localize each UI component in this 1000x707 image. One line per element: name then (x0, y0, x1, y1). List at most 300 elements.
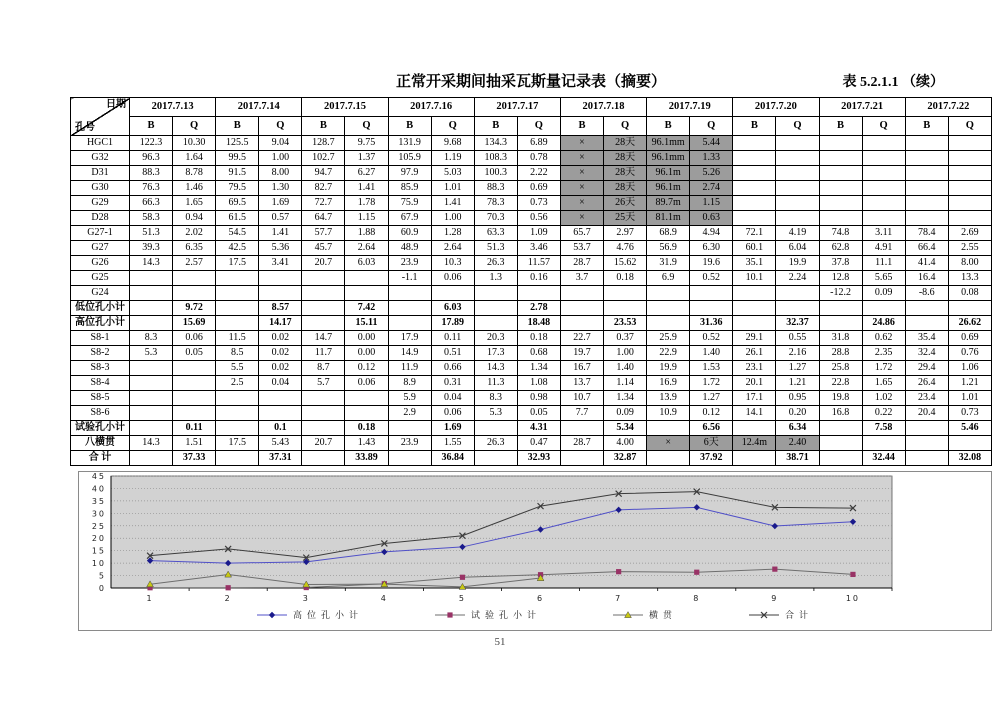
table-row (71, 331, 992, 346)
row-label: 低位孔小计 (71, 301, 130, 316)
table-cell: 65.7 (560, 226, 603, 241)
table-cell: 1.08 (517, 376, 560, 391)
table-cell (819, 151, 862, 166)
table-cell: 1.88 (345, 226, 388, 241)
table-row (71, 226, 992, 241)
table-cell (905, 421, 948, 436)
table-cell: 10.3 (431, 256, 474, 271)
table-cell: 28天 (604, 136, 647, 151)
table-cell: 94.7 (302, 166, 345, 181)
table-cell: 1.72 (862, 361, 905, 376)
table-cell (862, 136, 905, 151)
table-cell: 8.3 (474, 391, 517, 406)
table-cell: 19.8 (819, 391, 862, 406)
table-cell: 1.27 (690, 391, 733, 406)
table-cell: 0.12 (345, 361, 388, 376)
corner-date-label: 日期 (106, 99, 126, 110)
table-cell: 51.3 (130, 226, 173, 241)
table-cell (905, 451, 948, 466)
table-cell: 0.73 (517, 196, 560, 211)
table-cell (216, 391, 259, 406)
table-cell (819, 436, 862, 451)
table-cell: 3.7 (560, 271, 603, 286)
table-cell: 45.7 (302, 241, 345, 256)
table-cell (216, 421, 259, 436)
table-cell: 3.41 (259, 256, 302, 271)
table-cell: 0.69 (948, 331, 991, 346)
table-cell (259, 286, 302, 301)
date-header: 2017.7.20 (733, 98, 819, 117)
table-cell: 19.6 (690, 256, 733, 271)
row-label: HGC1 (71, 136, 130, 151)
table-cell (130, 301, 173, 316)
table-row (71, 271, 992, 286)
table-cell: 5.36 (259, 241, 302, 256)
table-cell (604, 286, 647, 301)
table-cell: 81.1m (647, 211, 690, 226)
bq-header: Q (604, 117, 647, 136)
table-cell (905, 136, 948, 151)
table-cell: 4.91 (862, 241, 905, 256)
table-cell: 5.9 (388, 391, 431, 406)
table-cell: 6.03 (431, 301, 474, 316)
table-cell: 7.58 (862, 421, 905, 436)
bq-header: B (560, 117, 603, 136)
table-cell: 20.3 (474, 331, 517, 346)
table-cell (259, 271, 302, 286)
table-cell (862, 436, 905, 451)
table-cell: 28天 (604, 166, 647, 181)
table-cell: 28.7 (560, 256, 603, 271)
table-cell (948, 181, 991, 196)
table-cell: 29.4 (905, 361, 948, 376)
table-cell: 5.43 (259, 436, 302, 451)
table-cell: 0.06 (431, 271, 474, 286)
table-cell (733, 451, 776, 466)
table-cell: 4.94 (690, 226, 733, 241)
table-cell: 9.72 (173, 301, 216, 316)
square-marker (460, 575, 465, 580)
table-cell (130, 316, 173, 331)
table-cell: 0.76 (948, 346, 991, 361)
table-cell: 70.3 (474, 211, 517, 226)
table-cell (345, 286, 388, 301)
table-row (71, 136, 992, 151)
table-cell (905, 301, 948, 316)
table-cell: 10.7 (560, 391, 603, 406)
bq-header: Q (690, 117, 733, 136)
table-cell (905, 166, 948, 181)
table-cell: 6.56 (690, 421, 733, 436)
table-cell (733, 151, 776, 166)
table-cell: 23.1 (733, 361, 776, 376)
table-cell: 72.1 (733, 226, 776, 241)
table-cell: 75.9 (388, 196, 431, 211)
table-cell (173, 361, 216, 376)
table-cell: 67.9 (388, 211, 431, 226)
table-cell: 1.40 (604, 361, 647, 376)
table-cell (647, 286, 690, 301)
table-row (71, 451, 992, 466)
page-title: 正常开采期间抽采瓦斯量记录表（摘要） (395, 74, 666, 90)
table-cell: 31.9 (647, 256, 690, 271)
diamond-marker (269, 611, 275, 617)
table-cell (302, 271, 345, 286)
table-cell: 48.9 (388, 241, 431, 256)
table-cell: 8.00 (259, 166, 302, 181)
table-cell: 31.36 (690, 316, 733, 331)
table-cell (862, 196, 905, 211)
gas-line-chart (78, 471, 992, 631)
table-cell: 0.63 (690, 211, 733, 226)
table-cell (948, 166, 991, 181)
y-axis-tick-label: 10 (91, 559, 106, 569)
table-cell (647, 451, 690, 466)
table-cell: 0.09 (604, 406, 647, 421)
row-label: 八横贯 (71, 436, 130, 451)
table-cell: 1.53 (690, 361, 733, 376)
table-cell: 96.1m (647, 166, 690, 181)
table-cell: 0.02 (259, 361, 302, 376)
table-row (71, 166, 992, 181)
table-cell (388, 451, 431, 466)
table-row (71, 361, 992, 376)
x-legend-icon (749, 610, 779, 620)
legend-label: 试验孔小计 (470, 610, 541, 620)
table-cell: 41.4 (905, 256, 948, 271)
table-cell (216, 406, 259, 421)
table-row (71, 406, 992, 421)
table-cell: 32.44 (862, 451, 905, 466)
table-cell: 1.34 (604, 391, 647, 406)
table-row (71, 151, 992, 166)
table-cell: 0.57 (259, 211, 302, 226)
table-cell: 11.9 (388, 361, 431, 376)
table-cell: 2.57 (173, 256, 216, 271)
date-header: 2017.7.16 (388, 98, 474, 117)
legend-label: 合计 (785, 610, 814, 620)
table-cell: 24.86 (862, 316, 905, 331)
table-cell: 17.89 (431, 316, 474, 331)
table-cell: 5.44 (690, 136, 733, 151)
table-cell (388, 316, 431, 331)
row-label: S8-3 (71, 361, 130, 376)
table-cell (302, 301, 345, 316)
bq-header: Q (517, 117, 560, 136)
table-cell: 35.4 (905, 331, 948, 346)
table-cell (862, 181, 905, 196)
table-cell (733, 166, 776, 181)
table-cell: 0.18 (345, 421, 388, 436)
table-cell: 20.1 (733, 376, 776, 391)
y-axis-tick-label: 45 (91, 472, 106, 481)
table-cell: 38.71 (776, 451, 819, 466)
table-cell: 4.31 (517, 421, 560, 436)
table-cell: 7.42 (345, 301, 388, 316)
table-cell: 96.1mm (647, 136, 690, 151)
table-cell: 10.1 (733, 271, 776, 286)
table-cell (345, 406, 388, 421)
table-cell (776, 301, 819, 316)
table-cell (948, 136, 991, 151)
table-cell: 23.9 (388, 256, 431, 271)
page-number: 51 (494, 636, 506, 648)
table-cell: 39.3 (130, 241, 173, 256)
table-cell: 26天 (604, 196, 647, 211)
table-cell: 28.8 (819, 346, 862, 361)
table-cell: 1.00 (431, 211, 474, 226)
table-cell: 5.7 (302, 376, 345, 391)
table-cell: 78.3 (474, 196, 517, 211)
table-cell: 60.1 (733, 241, 776, 256)
x-axis-tick-label: 6 (537, 594, 545, 603)
table-cell (560, 451, 603, 466)
table-cell (819, 211, 862, 226)
row-label: S8-2 (71, 346, 130, 361)
x-axis-tick-label: 8 (693, 594, 701, 603)
table-cell: 96.1mm (647, 151, 690, 166)
table-cell: 11.5 (216, 331, 259, 346)
table-cell (216, 271, 259, 286)
triangle-legend-icon (613, 610, 643, 620)
row-label: G30 (71, 181, 130, 196)
table-cell: 2.97 (604, 226, 647, 241)
table-cell (819, 451, 862, 466)
legend-entry (749, 608, 813, 621)
table-cell: 1.01 (948, 391, 991, 406)
table-cell: 66.3 (130, 196, 173, 211)
table-cell: 1.69 (431, 421, 474, 436)
y-axis-tick-label: 20 (91, 534, 106, 544)
table-cell: 9.68 (431, 136, 474, 151)
table-cell (690, 286, 733, 301)
table-cell (474, 286, 517, 301)
table-number: 表 5.2.1.1 （续） (842, 75, 944, 90)
table-cell: 1.27 (776, 361, 819, 376)
table-cell (302, 286, 345, 301)
table-cell: 0.05 (173, 346, 216, 361)
table-row (71, 421, 992, 436)
table-cell: 56.9 (647, 241, 690, 256)
table-cell: 1.40 (690, 346, 733, 361)
table-cell: 0.55 (776, 331, 819, 346)
table-cell: 1.06 (948, 361, 991, 376)
table-cell: 26.62 (948, 316, 991, 331)
table-cell: 0.22 (862, 406, 905, 421)
table-cell (130, 391, 173, 406)
table-cell: 96.3 (130, 151, 173, 166)
table-cell: 1.37 (345, 151, 388, 166)
table-cell (173, 376, 216, 391)
table-cell (130, 286, 173, 301)
table-cell (216, 316, 259, 331)
table-cell (733, 301, 776, 316)
table-cell: 2.69 (948, 226, 991, 241)
table-cell (862, 301, 905, 316)
row-label: G32 (71, 151, 130, 166)
bq-header: Q (345, 117, 388, 136)
table-cell (819, 136, 862, 151)
table-cell: 1.41 (431, 196, 474, 211)
table-cell: 31.8 (819, 331, 862, 346)
table-cell: 32.87 (604, 451, 647, 466)
table-cell (647, 301, 690, 316)
table-cell: 0.02 (259, 346, 302, 361)
table-cell (517, 286, 560, 301)
table-cell: -12.2 (819, 286, 862, 301)
table-cell: 8.00 (948, 256, 991, 271)
table-cell: × (560, 196, 603, 211)
table-cell: 1.72 (690, 376, 733, 391)
date-header: 2017.7.15 (302, 98, 388, 117)
y-axis-tick-label: 0 (98, 584, 106, 593)
table-cell (130, 376, 173, 391)
y-axis-tick-label: 35 (91, 496, 106, 506)
bq-header-row (71, 117, 992, 136)
table-cell (259, 391, 302, 406)
table-cell: 7.7 (560, 406, 603, 421)
table-cell: 0.18 (517, 331, 560, 346)
table-cell: 2.24 (776, 271, 819, 286)
table-cell: 6.89 (517, 136, 560, 151)
table-cell (259, 406, 302, 421)
table-cell: 0.20 (776, 406, 819, 421)
table-cell: 1.41 (259, 226, 302, 241)
table-cell: 2.64 (431, 241, 474, 256)
table-cell: 13.3 (948, 271, 991, 286)
table-cell: 54.5 (216, 226, 259, 241)
table-cell (733, 211, 776, 226)
x-axis-tick-label: 7 (615, 594, 623, 603)
table-cell: 17.1 (733, 391, 776, 406)
table-cell: 2.16 (776, 346, 819, 361)
table-cell: 1.64 (173, 151, 216, 166)
table-cell (302, 316, 345, 331)
table-cell: 8.7 (302, 361, 345, 376)
row-label: G27 (71, 241, 130, 256)
table-cell: 32.08 (948, 451, 991, 466)
table-cell: 1.65 (862, 376, 905, 391)
table-cell: 131.9 (388, 136, 431, 151)
table-cell: 0.05 (517, 406, 560, 421)
table-cell: 0.00 (345, 346, 388, 361)
table-cell: 35.1 (733, 256, 776, 271)
table-cell: 1.02 (862, 391, 905, 406)
bq-header: B (905, 117, 948, 136)
table-cell: 91.5 (216, 166, 259, 181)
page-header (70, 70, 992, 94)
table-cell: 36.84 (431, 451, 474, 466)
table-cell: 1.51 (173, 436, 216, 451)
table-cell: 0.1 (259, 421, 302, 436)
table-cell: 1.33 (690, 151, 733, 166)
table-cell: 2.5 (216, 376, 259, 391)
table-cell: 0.47 (517, 436, 560, 451)
table-cell: 8.3 (130, 331, 173, 346)
bq-header: Q (431, 117, 474, 136)
table-cell: 1.69 (259, 196, 302, 211)
table-cell: 1.01 (431, 181, 474, 196)
table-cell: 32.4 (905, 346, 948, 361)
table-cell (905, 151, 948, 166)
table-cell (474, 421, 517, 436)
square-legend-icon (435, 610, 465, 620)
table-cell (216, 451, 259, 466)
table-row (71, 286, 992, 301)
table-cell: 17.3 (474, 346, 517, 361)
table-cell: 2.9 (388, 406, 431, 421)
table-cell: 14.3 (130, 256, 173, 271)
gas-table-head (71, 98, 992, 136)
date-header: 2017.7.18 (560, 98, 646, 117)
table-cell (130, 451, 173, 466)
table-cell: 14.17 (259, 316, 302, 331)
row-label: G24 (71, 286, 130, 301)
table-cell: 2.35 (862, 346, 905, 361)
date-header-row (71, 98, 992, 117)
legend-entry (257, 608, 363, 621)
table-cell: 57.7 (302, 226, 345, 241)
table-cell: 32.93 (517, 451, 560, 466)
table-cell: 79.5 (216, 181, 259, 196)
table-cell: 5.34 (604, 421, 647, 436)
table-cell: 6.35 (173, 241, 216, 256)
table-cell: 14.3 (474, 361, 517, 376)
table-cell: 3.46 (517, 241, 560, 256)
square-marker (772, 567, 777, 572)
legend-label: 横贯 (649, 610, 678, 620)
row-label: D31 (71, 166, 130, 181)
table-cell (819, 301, 862, 316)
table-cell: 89.7m (647, 196, 690, 211)
gas-table (70, 97, 992, 466)
table-cell: 6天 (690, 436, 733, 451)
table-cell (690, 301, 733, 316)
table-cell: 0.00 (345, 331, 388, 346)
table-cell: × (647, 436, 690, 451)
date-header: 2017.7.14 (216, 98, 302, 117)
table-cell: 0.06 (345, 376, 388, 391)
table-row (71, 316, 992, 331)
table-cell: 134.3 (474, 136, 517, 151)
table-cell: 0.11 (173, 421, 216, 436)
table-cell (733, 181, 776, 196)
row-label: 试验孔小计 (71, 421, 130, 436)
table-cell (130, 271, 173, 286)
table-cell: 0.16 (517, 271, 560, 286)
table-cell: 23.4 (905, 391, 948, 406)
table-cell (776, 181, 819, 196)
table-cell: 16.7 (560, 361, 603, 376)
table-cell (776, 151, 819, 166)
bq-header: Q (948, 117, 991, 136)
x-axis-tick-label: 3 (302, 594, 310, 603)
table-cell: 0.52 (690, 271, 733, 286)
table-cell: 0.56 (517, 211, 560, 226)
x-axis-tick-label: 1 (146, 594, 154, 603)
table-cell (345, 271, 388, 286)
table-cell: 1.28 (431, 226, 474, 241)
legend-entry (613, 608, 677, 621)
y-axis-tick-label: 40 (91, 484, 106, 494)
table-cell: 8.5 (216, 346, 259, 361)
row-label: G26 (71, 256, 130, 271)
table-cell: 1.3 (474, 271, 517, 286)
table-cell: 60.9 (388, 226, 431, 241)
corner-hole-label: 孔号 (75, 122, 95, 133)
table-cell: 0.73 (948, 406, 991, 421)
table-cell: 13.9 (647, 391, 690, 406)
